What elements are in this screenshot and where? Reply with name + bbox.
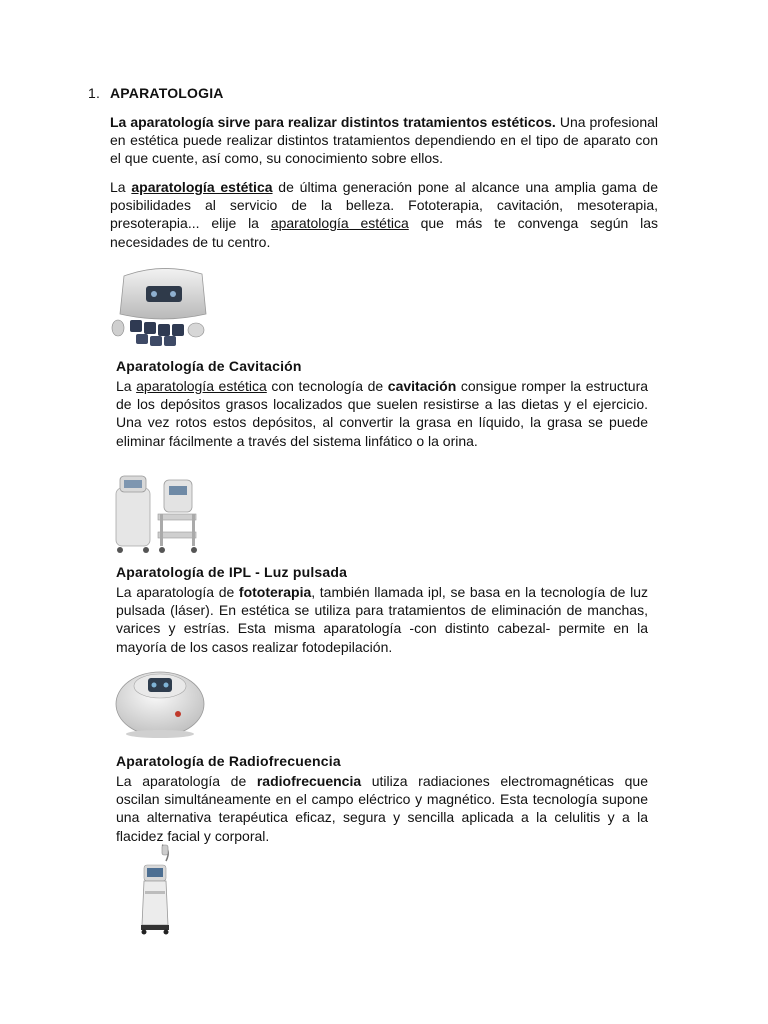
- cavitation-bold: cavitación: [387, 378, 457, 394]
- intro-paragraph-1: [110, 113, 658, 168]
- radiofrequency-bold: radiofrecuencia: [256, 773, 362, 789]
- section-title-ipl: Aparatología de IPL - Luz pulsada: [116, 564, 348, 580]
- ipl-device-image: [112, 470, 202, 554]
- standing-device-image: [136, 843, 176, 935]
- radiofrequency-c: utiliza radiaciones electromagnéticas que oscilan simultáneamente en el campo eléctrico y magnético. Esta tecnología supone una alternativa terapéutica eficaz, segura y sencilla aplicada a la celulitis y a la flacidez facial y corporal.: [116, 773, 648, 844]
- intro-paragraph-2: [110, 178, 658, 251]
- section-title-radiofrequency: Aparatología de Radiofrecuencia: [116, 753, 341, 769]
- cavitation-a: La: [116, 378, 137, 394]
- cavitation-b: con tecnología de: [266, 378, 388, 394]
- radiofrequency-a: La aparatología de: [116, 773, 257, 789]
- cavitation-device-image: [110, 262, 215, 348]
- section-heading: [88, 85, 224, 101]
- intro-bold-sentence: La aparatología sirve para realizar distintos tratamientos estéticos.: [110, 114, 556, 130]
- section-body-ipl: [116, 583, 648, 656]
- ipl-c: , también llamada ipl, se basa en la tecnología de luz pulsada (láser). En estética se utiliza para tratamientos de eliminación de manchas, varices y estrías. Esta misma aparatología -con distinto cabezal- permite en la mayoría de los casos realizar fotodepilación.: [116, 584, 648, 655]
- link-aparatologia-estetica-1[interactable]: aparatología estética: [131, 179, 273, 195]
- link-aparatologia-estetica-2[interactable]: aparatología estética: [270, 215, 409, 232]
- intro-p1-rest: Una profesional en estética puede realizar distintos tratamientos dependiendo en el tipo de aparato con el que cuente, así como, su conocimiento sobre ellos.: [110, 114, 659, 167]
- section-body-radiofrequency: [116, 772, 648, 845]
- section-body-cavitation: [116, 377, 648, 450]
- ipl-a: La aparatología de: [116, 584, 239, 600]
- section-title-cavitation: Aparatología de Cavitación: [116, 358, 302, 374]
- intro-p2-a: La: [110, 179, 132, 195]
- radiofrequency-device-image: [112, 660, 208, 740]
- link-aparatologia-estetica-3[interactable]: aparatología estética: [136, 378, 267, 394]
- intro-p2-c: que más te convenga según las necesidades de tu centro.: [110, 215, 659, 250]
- ipl-bold: fototerapia: [238, 584, 312, 600]
- heading-number: 1.: [88, 85, 101, 101]
- cavitation-c: consigue romper la estructura de los depósitos grasos localizados que suelen resistirse a las dietas y el ejercicio. Una vez rotos estos depósitos, al convertir la grasa en líquido, la grasa se puede eliminar fácilmente a través del sistema linfático o la orina.: [116, 378, 649, 449]
- heading-title: APARATOLOGIA: [110, 85, 224, 101]
- intro-p2-b: de última generación pone al alcance una amplia gama de posibilidades al servicio de la belleza. Fototerapia, cavitación, mesoterapia, presoterapia... elije la: [110, 179, 659, 232]
